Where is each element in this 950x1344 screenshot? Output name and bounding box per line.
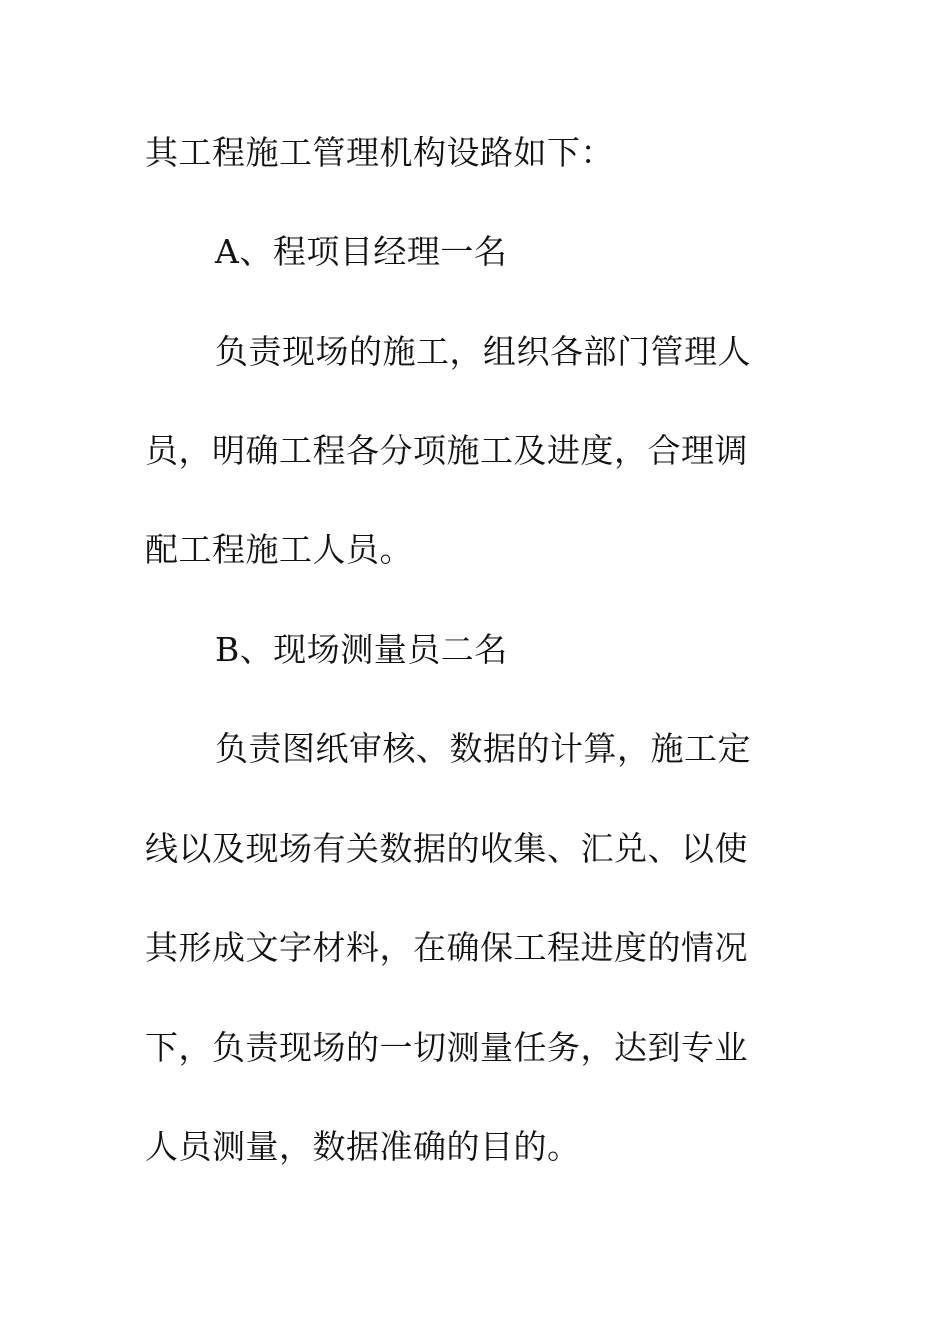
- section-b-paragraph-line-1: 负责图纸审核、数据的计算，施工定: [215, 729, 751, 768]
- section-a-heading: A、程项目经理一名: [215, 232, 508, 271]
- section-b-paragraph-line-2: 线以及现场有关数据的收集、汇兑、以使: [145, 829, 748, 868]
- section-a-paragraph-line-1: 负责现场的施工，组织各部门管理人: [215, 332, 751, 371]
- section-b-paragraph-line-3: 其形成文字材料，在确保工程进度的情况: [145, 928, 748, 967]
- section-a-paragraph-line-2: 员，明确工程各分项施工及进度，合理调: [145, 431, 748, 470]
- section-a-paragraph-line-3: 配工程施工人员。: [145, 530, 413, 569]
- section-b-paragraph-line-4: 下，负责现场的一切测量任务，达到专业: [145, 1028, 748, 1067]
- intro-line: 其工程施工管理机构设路如下：: [145, 133, 614, 172]
- section-b-paragraph-line-5: 人员测量，数据准确的目的。: [145, 1127, 581, 1166]
- section-b-heading: B、现场测量员二名: [215, 630, 508, 669]
